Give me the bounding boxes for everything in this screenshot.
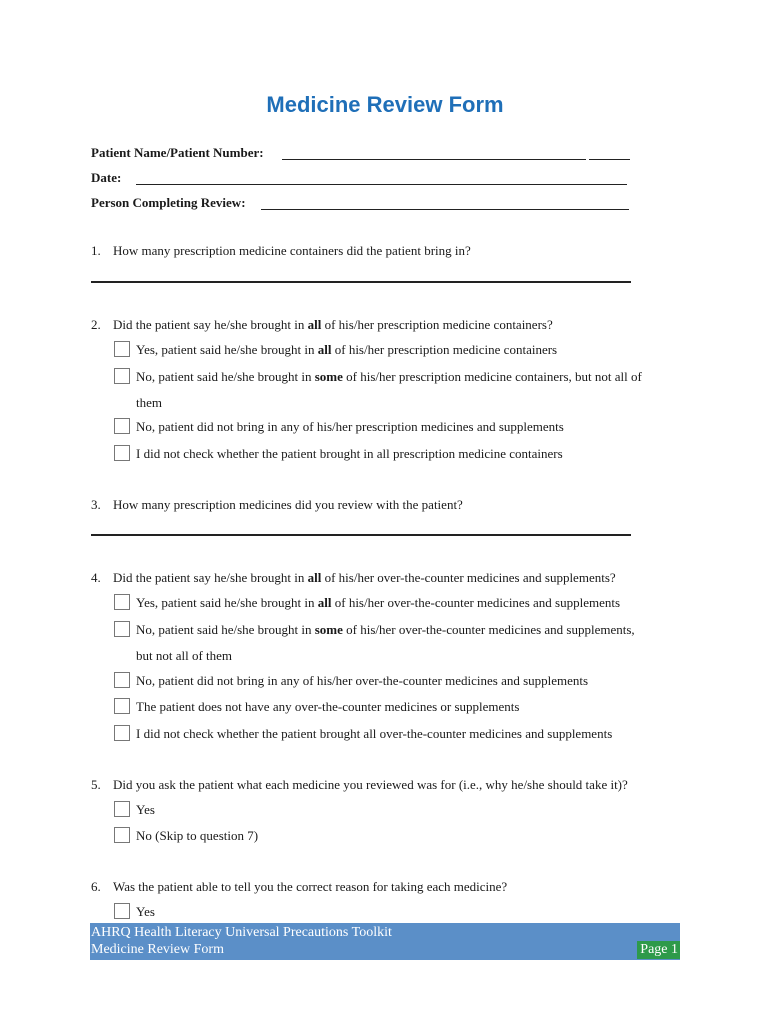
- person-label: Person Completing Review:: [91, 195, 246, 210]
- option-label: The patient does not have any over-the-counter medicines or supplements: [136, 699, 520, 714]
- question-number: 1.: [91, 243, 101, 258]
- checkbox[interactable]: [114, 594, 130, 610]
- checkbox[interactable]: [114, 445, 130, 461]
- checkbox[interactable]: [114, 903, 130, 919]
- option-label: No, patient said he/she brought in some of his/her over-the-counter medicines and supplements,: [136, 622, 635, 637]
- question-number: 6.: [91, 879, 101, 894]
- q2-option-2-continued: them: [136, 395, 162, 410]
- option-label: Yes: [136, 802, 155, 817]
- option-label: No (Skip to question 7): [136, 828, 259, 843]
- option-label: No, patient did not bring in any of his/her prescription medicines and supplements: [136, 419, 564, 434]
- checkbox[interactable]: [114, 725, 130, 741]
- footer-toolkit-name: AHRQ Health Literacy Universal Precautions Toolkit: [91, 925, 392, 940]
- option-label: Yes: [136, 904, 155, 919]
- checkbox[interactable]: [114, 801, 130, 817]
- option-label: No, patient did not bring in any of his/her over-the-counter medicines and supplements: [136, 673, 589, 688]
- patient-name-label: Patient Name/Patient Number:: [91, 145, 264, 160]
- question-emphasis: all: [307, 317, 322, 332]
- question-text: Did the patient say he/she brought in: [113, 317, 308, 332]
- option-label: I did not check whether the patient brought in all prescription medicine containers: [136, 446, 563, 461]
- patient-number-line[interactable]: [589, 159, 630, 160]
- question-1: [91, 243, 471, 259]
- question-text-end: of his/her prescription medicine containers?: [321, 317, 553, 332]
- question-text: How many prescription medicine containers did the patient bring in?: [113, 243, 471, 258]
- question-text: How many prescription medicines did you review with the patient?: [113, 497, 463, 512]
- question-number: 2.: [91, 317, 101, 332]
- person-line[interactable]: [261, 209, 629, 210]
- answer-line-3[interactable]: [91, 534, 631, 536]
- patient-name-line[interactable]: [282, 159, 586, 160]
- option-label: Yes, patient said he/she brought in all of his/her prescription medicine containers: [136, 342, 558, 357]
- checkbox[interactable]: [114, 698, 130, 714]
- checkbox[interactable]: [114, 672, 130, 688]
- question-number: 5.: [91, 777, 101, 792]
- question-2: [91, 317, 553, 333]
- checkbox[interactable]: [114, 621, 130, 637]
- question-text: Was the patient able to tell you the correct reason for taking each medicine?: [113, 879, 508, 894]
- option-label: Yes, patient said he/she brought in all of his/her over-the-counter medicines and supplements: [136, 595, 621, 610]
- question-text: Did the patient say he/she brought in: [113, 570, 308, 585]
- question-4: [91, 570, 616, 586]
- checkbox[interactable]: [114, 341, 130, 357]
- question-5: [91, 777, 628, 793]
- question-6: [91, 879, 507, 895]
- answer-line-1[interactable]: [91, 281, 631, 283]
- question-text-end: of his/her over-the-counter medicines and supplements?: [321, 570, 616, 585]
- date-label: Date:: [91, 170, 122, 185]
- footer-form-name: Medicine Review Form: [91, 942, 224, 957]
- date-line[interactable]: [136, 184, 627, 185]
- checkbox[interactable]: [114, 418, 130, 434]
- question-text: Did you ask the patient what each medicine you reviewed was for (i.e., why he/she should take it)?: [113, 777, 628, 792]
- question-number: 4.: [91, 570, 101, 585]
- page-title: Medicine Review Form: [266, 92, 504, 117]
- checkbox[interactable]: [114, 368, 130, 384]
- page-number: Page 1: [637, 941, 680, 959]
- question-emphasis: all: [307, 570, 322, 585]
- checkbox[interactable]: [114, 827, 130, 843]
- question-number: 3.: [91, 497, 101, 512]
- option-label: I did not check whether the patient brought all over-the-counter medicines and supplements: [136, 726, 613, 741]
- q4-option-2-continued: but not all of them: [136, 648, 233, 663]
- option-label: No, patient said he/she brought in some of his/her prescription medicine containers, but not all of: [136, 369, 642, 384]
- question-3: [91, 497, 463, 513]
- footer-bar: [90, 923, 680, 960]
